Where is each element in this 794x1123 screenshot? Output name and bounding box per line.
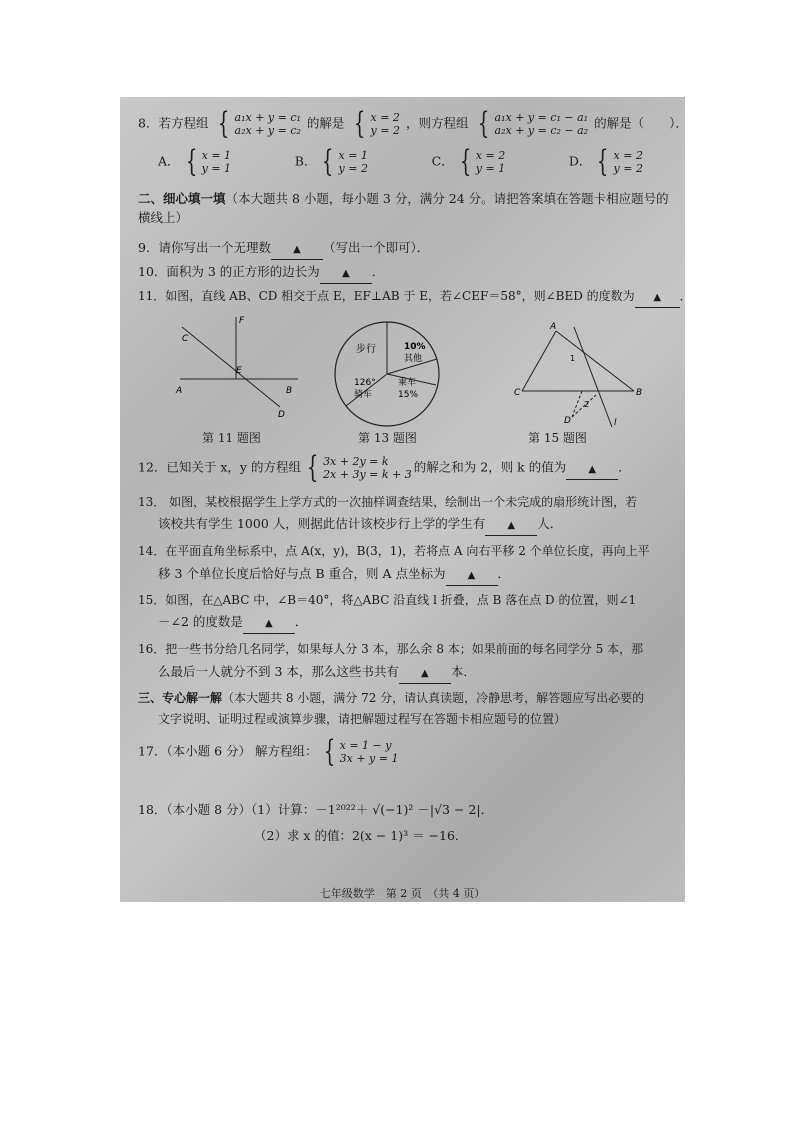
option-c[interactable]: C． { x = 2 y = 1 xyxy=(431,144,506,179)
label-d: D xyxy=(564,416,571,426)
q8-prefix: 若方程组 xyxy=(158,115,209,131)
line-l-label: l xyxy=(614,418,617,428)
question-14-line1: 14．在平面直角坐标系中，点 A(x，y)，B(3，1)，若将点 A 向右平移 2 个单位长度，再向上平 xyxy=(138,544,650,558)
other-pct: 10% xyxy=(404,342,426,352)
question-10: 10．面积为 3 的正方形的边长为 ▲ ． xyxy=(138,263,677,284)
answer-blank[interactable]: ▲ xyxy=(271,239,323,260)
q8-solution-1: { x = 2 y = 2 xyxy=(354,106,400,141)
question-15-line1: 15．如图，在△ABC 中，∠B＝40°，将△ABC 沿直线 l 折叠，点 B 落在点 D 的位置，则∠1 xyxy=(138,593,637,607)
label-b: B xyxy=(636,388,643,398)
q8-options xyxy=(158,144,645,179)
label-e: E xyxy=(236,366,242,376)
q8-mid2: ，则方程组 xyxy=(405,115,469,131)
section-2-line2: 横线上） xyxy=(138,210,189,225)
answer-blank[interactable]: ▲ xyxy=(635,287,680,308)
question-17: 17．（本小题 6 分） 解方程组： { x = 1 − y 3x + y = 1 xyxy=(138,734,399,769)
q8-mid: 的解是 xyxy=(306,115,345,131)
label-f: F xyxy=(239,316,245,326)
bus-label: 乘车 xyxy=(398,378,417,388)
figure-11 xyxy=(160,309,310,419)
question-15-line2: －∠2 的度数是 ▲ ． xyxy=(158,613,677,634)
q8-number: 8． xyxy=(138,115,159,131)
option-d[interactable]: D． { x = 2 y = 2 xyxy=(568,144,643,179)
angle-2-label: 2 xyxy=(584,400,590,409)
figure-11-caption: 第 11 题图 xyxy=(202,431,261,445)
exam-page xyxy=(120,97,692,902)
section-2-line1: 二、细心填一填（本大题共 8 小题，每小题 3 分，满分 24 分。请把答案填在答题卡相应题号的 xyxy=(138,191,669,206)
question-18-part2: （2）求 x 的值：2(x − 1)³ ＝ −16． xyxy=(254,828,468,843)
q8-system-2: { a₁x + y = c₁ − a₁ a₂x + y = c₂ − a₂ xyxy=(478,106,589,141)
bike-label: 骑车 xyxy=(354,390,373,400)
walk-label: 步行 xyxy=(356,344,376,355)
q8-system-1: { a₁x + y = c₁ a₂x + y = c₂ xyxy=(218,106,301,141)
angle-1-label: 1 xyxy=(570,354,576,363)
question-9: 9．请你写出一个无理数 ▲ （写出一个即可）． xyxy=(138,239,677,260)
answer-blank[interactable]: ▲ xyxy=(399,663,451,684)
question-8 xyxy=(138,106,688,141)
bike-angle: 126° xyxy=(354,378,376,388)
section-3-line2: 文字说明、证明过程或演算步骤，请把解题过程写在答题卡相应题号的位置） xyxy=(158,712,567,726)
other-label: 其他 xyxy=(404,354,423,364)
label-a: A xyxy=(176,386,183,396)
question-13-line2: 该校共有学生 1000 人，则据此估计该校步行上学的学生有 ▲ 人． xyxy=(158,515,677,536)
answer-blank[interactable]: ▲ xyxy=(485,515,537,536)
label-c: C xyxy=(514,388,521,398)
figure-15 xyxy=(512,319,652,429)
answer-blank[interactable]: ▲ xyxy=(566,459,618,480)
question-12: 12．已知关于 x，y 的方程组 { 3x + 2y = k 2x + 3y = k + 3 的解之和为 2，则 k 的值为 ▲ ． xyxy=(138,450,631,485)
answer-blank[interactable]: ▲ xyxy=(243,613,295,634)
label-a: A xyxy=(550,322,557,332)
q17-system: { x = 1 − y 3x + y = 1 xyxy=(323,734,399,769)
figure-13-caption: 第 13 题图 xyxy=(358,431,417,445)
question-16-line2: 么最后一人就分不到 3 本，那么这些书共有 ▲ 本． xyxy=(158,663,677,684)
answer-blank[interactable]: ▲ xyxy=(320,263,372,284)
label-c: C xyxy=(182,334,189,344)
q8-post: 的解是（ ）． xyxy=(594,115,688,131)
figure-13-pie-chart xyxy=(332,319,442,429)
question-13-line1: 13． 如图，某校根据学生上学方式的一次抽样调查结果，绘制出一个未完成的扇形统计图，若 xyxy=(138,495,638,509)
question-16-line1: 16．把一些书分给几名同学，如果每人分 3 本，那么余 8 本；如果前面的每名同学分 5 本，那 xyxy=(138,642,644,656)
q12-system: { 3x + 2y = k 2x + 3y = k + 3 xyxy=(306,450,412,485)
section-3-line1: 三、专心解一解（本大题共 8 小题，满分 72 分，请认真读题，冷静思考，解答题应写出必要的 xyxy=(138,691,645,705)
answer-blank[interactable]: ▲ xyxy=(446,565,498,586)
question-11: 11．如图，直线 AB、CD 相交于点 E，EF⊥AB 于 E，若∠CEF＝58°，则∠BED 的度数为 ▲ ． xyxy=(138,287,677,308)
page-footer: 七年级数学 第 2 页 （共 4 页） xyxy=(319,887,486,900)
label-d: D xyxy=(278,410,285,420)
bus-pct: 15% xyxy=(398,390,419,400)
q18-expression: －1²⁰²²＋ √(−1)² －|√3 − 2|． xyxy=(315,802,494,817)
question-14-line2: 移 3 个单位长度后恰好与点 B 重合，则 A 点坐标为 ▲ ． xyxy=(158,565,677,586)
question-18-part1: 18．（本小题 8 分）（1）计算：－1²⁰²²＋ √(−1)² －|√3 − 2|． xyxy=(138,802,494,817)
figure-15-caption: 第 15 题图 xyxy=(528,431,587,445)
option-b[interactable]: B． { x = 1 y = 2 xyxy=(294,144,368,179)
option-a[interactable]: A． { x = 1 y = 1 xyxy=(158,144,232,179)
label-b: B xyxy=(286,386,293,396)
